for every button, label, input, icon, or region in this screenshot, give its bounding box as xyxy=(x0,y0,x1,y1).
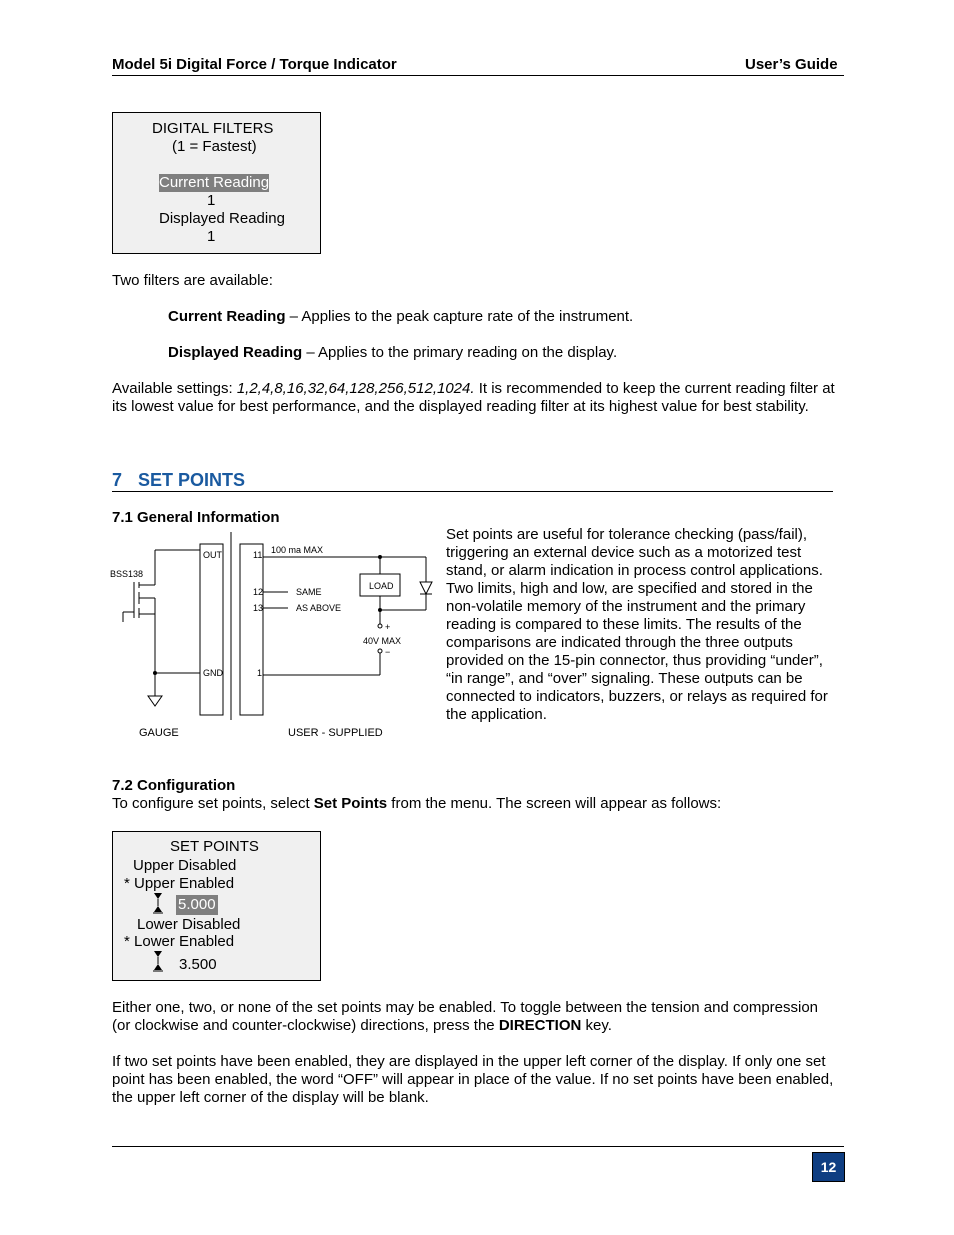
toggle-pre: Either one, two, or none of the set points may be enabled. To toggle between the tension and compression (or clockwise and counter-clockwise) directions, press the xyxy=(112,999,819,1034)
filter-current-desc xyxy=(168,308,837,326)
current-max-label: 100 ma MAX xyxy=(271,545,324,555)
pin-12-label: 12 xyxy=(253,587,264,597)
upper-disabled-option[interactable]: Upper Disabled xyxy=(133,857,237,874)
upper-enabled-option[interactable]: * Upper Enabled xyxy=(124,875,235,892)
header-guide: User’s Guide xyxy=(745,56,838,73)
pin-11-label: 11 xyxy=(253,550,263,560)
pin-1-label: 1 xyxy=(257,668,263,678)
lower-setpoint-value[interactable]: 3.500 xyxy=(179,956,217,973)
toggle-bold: DIRECTION xyxy=(498,1017,582,1034)
lower-enabled-option[interactable]: * Lower Enabled xyxy=(124,933,235,950)
available-prefix: Available settings: xyxy=(112,380,237,397)
available-settings xyxy=(112,380,837,416)
footer-rule xyxy=(112,1146,844,1147)
lower-disabled-option[interactable]: Lower Disabled xyxy=(137,916,241,933)
same-label: SAME xyxy=(296,587,322,597)
as-above-label: AS ABOVE xyxy=(296,603,342,613)
configuration-text xyxy=(112,795,837,813)
header-title: Model 5i Digital Force / Torque Indicator xyxy=(112,56,397,73)
transistor-label: BSS138 xyxy=(110,569,144,579)
out-pin-label: OUT xyxy=(203,550,222,560)
filters-intro: Two filters are available: xyxy=(112,272,273,289)
subsection-configuration: 7.2 Configuration xyxy=(112,777,236,794)
display-behavior-text: If two set points have been enabled, they are displayed in the upper left corner of the display. If only one set point has been enabled, the word “OFF” will appear in place of the value. If no set points have been enabled, the upper left corner of the display will be blank. xyxy=(112,1053,834,1106)
upper-setpoint-value[interactable]: 5.000 xyxy=(178,896,216,913)
filter-current-text: – Applies to the peak capture rate of the instrument. xyxy=(285,308,634,325)
section-number: 7 xyxy=(112,470,123,490)
filter-current-term: Current Reading xyxy=(168,308,286,325)
general-info-text: Set points are useful for tolerance checking (pass/fail), triggering an external device such as a motorized test stand, or alarm indication in process control applications. Two limits, high and low, are specified and stored in the non-volatile memory of the instrument and the primary reading is compared to these limits. The results of the comparisons are indicated through the three outputs provided on the 15-pin connector, thus providing “under”, “in range”, and “over” signaling. These outputs can be connected to indicators, buzzers, or relays as required for the application. xyxy=(446,526,828,723)
toggle-direction-text xyxy=(112,999,837,1035)
config-post: from the menu. The screen will appear as follows: xyxy=(387,795,722,812)
minus-terminal-label: − xyxy=(385,647,391,657)
plus-terminal-label: + xyxy=(385,622,391,632)
section-title: SET POINTS xyxy=(138,470,246,490)
current-reading-option[interactable]: Current Reading xyxy=(159,174,270,191)
filter-displayed-text: – Applies to the primary reading on the display. xyxy=(302,344,618,361)
displayed-reading-option[interactable]: Displayed Reading xyxy=(159,210,285,227)
load-label: LOAD xyxy=(369,581,394,591)
config-bold: Set Points xyxy=(313,795,388,812)
set-points-title: SET POINTS xyxy=(170,838,259,855)
filter-displayed-desc xyxy=(168,344,837,362)
filter-displayed-term: Displayed Reading xyxy=(168,344,303,361)
current-reading-value: 1 xyxy=(207,192,216,209)
user-connector-block xyxy=(240,544,263,715)
lower-direction-icon[interactable] xyxy=(152,950,164,972)
toggle-post: key. xyxy=(581,1017,612,1034)
set-points-screen xyxy=(112,831,321,981)
config-pre: To configure set points, select xyxy=(112,795,314,812)
user-supplied-label: USER - SUPPLIED xyxy=(288,727,383,739)
available-suffix: It is recommended to keep the current reading filter at its lowest value for best performance, and the displayed reading filter at its highest value for best stability. xyxy=(112,380,835,415)
voltage-max-label: 40V MAX xyxy=(363,636,402,646)
filters-title: DIGITAL FILTERS xyxy=(152,120,274,137)
subsection-general: 7.1 General Information xyxy=(112,509,280,526)
gauge-label: GAUGE xyxy=(139,727,179,739)
gnd-pin-label: GND xyxy=(203,668,223,678)
section-rule xyxy=(112,491,833,492)
pin-13-label: 13 xyxy=(253,603,264,613)
gauge-connector-block xyxy=(200,544,223,715)
digital-filters-screen xyxy=(112,112,321,254)
displayed-reading-value: 1 xyxy=(207,228,216,245)
header-rule xyxy=(112,75,844,76)
page-number: 12 xyxy=(812,1152,845,1182)
filters-subtitle: (1 = Fastest) xyxy=(172,138,257,155)
setpoint-wiring-diagram xyxy=(108,530,438,745)
upper-direction-icon[interactable] xyxy=(152,892,164,914)
available-values: 1,2,4,8,16,32,64,128,256,512,1024. xyxy=(236,380,475,397)
